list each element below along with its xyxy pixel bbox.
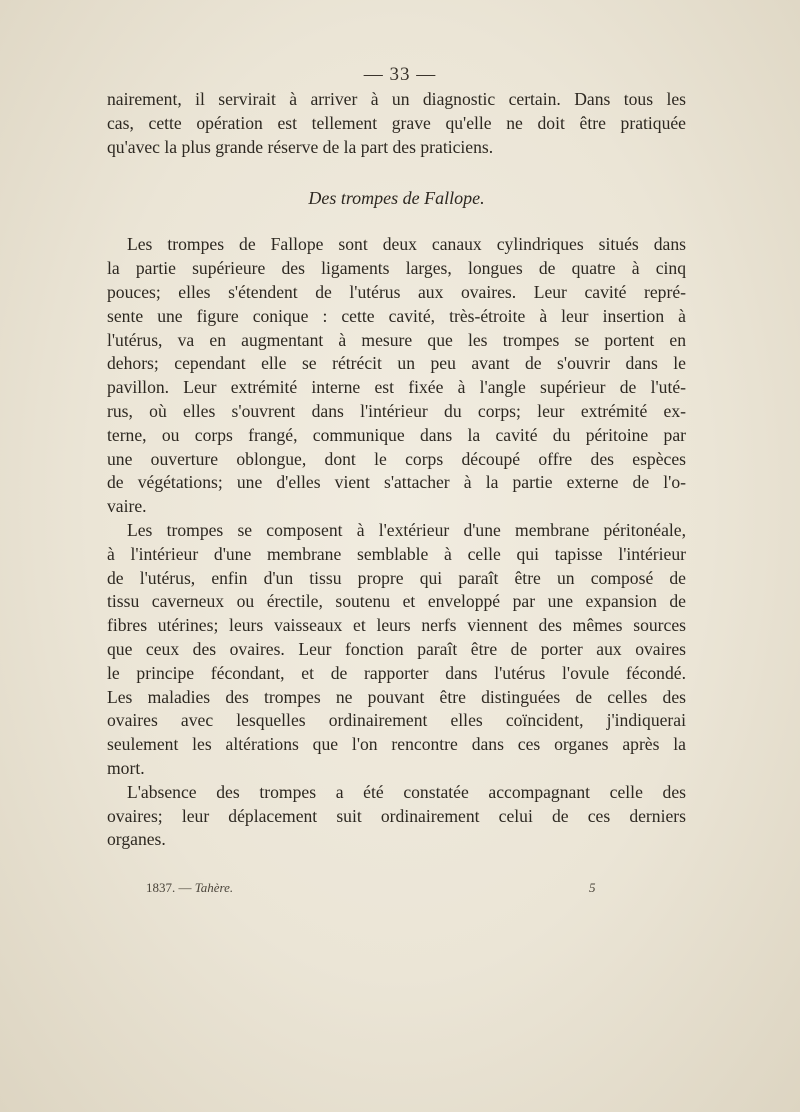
signature-mark: 5 <box>589 880 596 895</box>
text-line: à l'intérieur d'une membrane semblable à celle qui tapisse l'intérieur <box>107 543 686 564</box>
intro-paragraph <box>107 88 686 159</box>
text-line: ovaires; leur déplacement suit ordinairement celui de ces derniers <box>107 805 686 826</box>
text-line: vaire. <box>107 496 147 517</box>
text-line: seulement les altérations que l'on rencontre dans ces organes après la <box>107 734 686 755</box>
text-line: de végétations; une d'elles vient s'attacher à la partie externe de l'o- <box>107 472 686 493</box>
text-line: le principe fécondant, et de rapporter dans l'utérus l'ovule fécondé. <box>107 662 686 683</box>
text-line: Les trompes de Fallope sont deux canaux cylindriques situés dans <box>127 234 686 255</box>
paragraph-3 <box>107 781 686 852</box>
text-line: fibres utérines; leurs vaisseaux et leurs nerfs viennent des mêmes sources <box>107 615 686 636</box>
text-line: cas, cette opération est tellement grave qu'elle ne doit être pratiquée <box>107 112 686 133</box>
text-line: de l'utérus, enfin d'un tissu propre qui paraît être un composé de <box>107 567 686 588</box>
page-footer <box>0 880 800 898</box>
text-line: nairement, il servirait à arriver à un diagnostic certain. Dans tous les <box>107 89 686 109</box>
text-line: que ceux des ovaires. Leur fonction paraît être de porter aux ovaires <box>107 638 686 659</box>
text-line: qu'avec la plus grande réserve de la part des praticiens. <box>107 136 494 157</box>
paragraph-1 <box>107 233 686 519</box>
text-line: Les maladies des trompes ne pouvant être distinguées de celles des <box>107 686 686 707</box>
text-line: rus, où elles s'ouvrent dans l'intérieur du corps; leur extrémité ex- <box>107 400 686 421</box>
text-line: sente une figure conique : cette cavité, très-étroite à leur insertion à <box>107 305 686 326</box>
text-line: dehors; cependant elle se rétrécit un peu avant de s'ouvrir dans le <box>107 353 686 374</box>
footer-author: Tahère. <box>194 880 234 895</box>
printer-signature <box>146 880 233 896</box>
paragraph-2 <box>107 519 686 781</box>
text-line: mort. <box>107 757 145 778</box>
section-heading: Des trompes de Fallope. <box>308 188 485 209</box>
text-line: organes. <box>107 829 166 850</box>
text-line: pouces; elles s'étendent de l'utérus aux ovaires. Leur cavité repré- <box>107 281 686 302</box>
text-line: une ouverture oblongue, dont le corps découpé offre des espèces <box>107 448 686 469</box>
body-text <box>107 88 686 852</box>
footer-year: 1837. — <box>146 880 192 895</box>
text-line: l'utérus, va en augmentant à mesure que les trompes se portent en <box>107 329 686 350</box>
text-line: tissu caverneux ou érectile, soutenu et enveloppé par une expansion de <box>107 591 686 612</box>
text-line: L'absence des trompes a été constatée accompagnant celle des <box>127 781 686 802</box>
text-line: la partie supérieure des ligaments larges, longues de quatre à cinq <box>107 258 686 279</box>
page-number: — 33 — <box>363 64 437 85</box>
text-line: Les trompes se composent à l'extérieur d'une membrane péritonéale, <box>127 519 686 540</box>
text-line: ovaires avec lesquelles ordinairement elles coïncident, j'indiquerai <box>107 710 686 731</box>
text-line: terne, ou corps frangé, communique dans la cavité du péritoine par <box>107 424 686 445</box>
text-line: pavillon. Leur extrémité interne est fixée à l'angle supérieur de l'uté- <box>107 377 686 398</box>
